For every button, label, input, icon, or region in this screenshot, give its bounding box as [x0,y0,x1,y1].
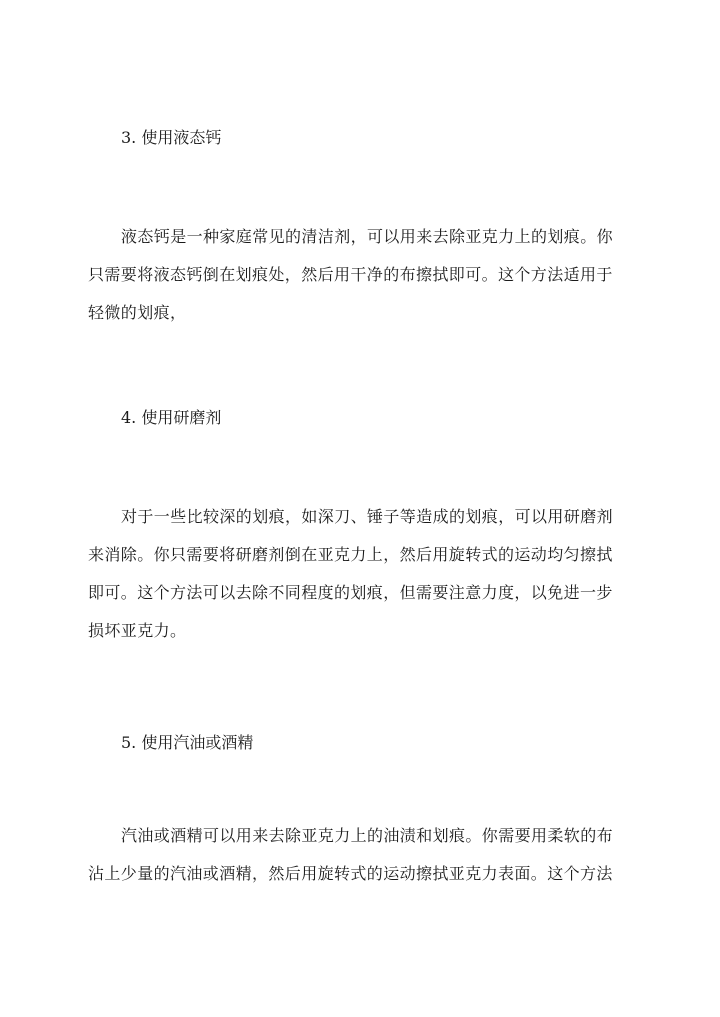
paragraph-line: 轻微的划痕， [88,303,187,322]
section-heading-5: 5. 使用汽油或酒精 [121,733,254,752]
paragraph-line: 只需要将液态钙倒在划痕处，然后用干净的布擦拭即可。这个方法适用于 [88,265,613,284]
paragraph-line: 液态钙是一种家庭常见的清洁剂，可以用来去除亚克力上的划痕。你 [121,227,614,246]
section-paragraph-3 [88,225,648,339]
paragraph-line: 沾上少量的汽油或酒精，然后用旋转式的运动擦拭亚克力表面。这个方法 [88,864,613,883]
paragraph-line: 汽油或酒精可以用来去除亚克力上的油渍和划痕。你需要用柔软的布 [121,826,614,845]
paragraph-line: 来消除。你只需要将研磨剂倒在亚克力上，然后用旋转式的运动均匀擦拭 [88,545,613,564]
section-heading-4: 4. 使用研磨剂 [121,408,222,427]
paragraph-line: 损坏亚克力。 [88,621,187,640]
section-heading-3: 3. 使用液态钙 [121,128,222,147]
paragraph-line: 对于一些比较深的划痕，如深刀、锤子等造成的划痕，可以用研磨剂 [121,507,614,526]
section-paragraph-4 [88,505,648,657]
section-paragraph-5 [88,824,648,900]
paragraph-line: 即可。这个方法可以去除不同程度的划痕，但需要注意力度，以免进一步 [88,583,613,602]
